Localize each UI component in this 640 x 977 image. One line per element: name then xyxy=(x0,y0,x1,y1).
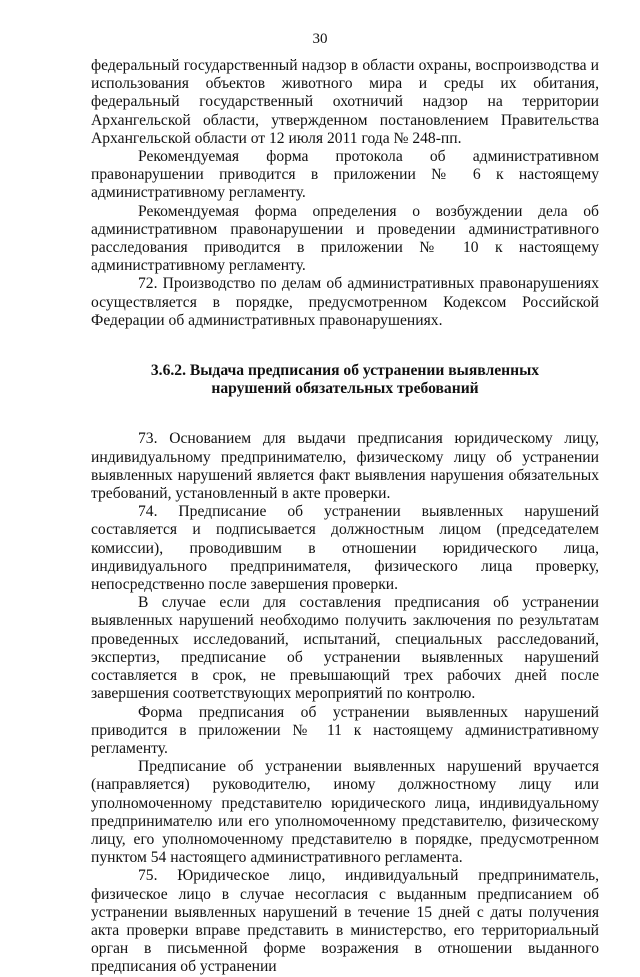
section-heading xyxy=(91,362,599,398)
paragraph-73: 73. Основанием для выдачи предписания юридическому лицу, индивидуальному предпринимателю, физическому лицу об устранении выявленных нарушений является факт выявления нарушения обязательных требований, установленный в акте проверки. xyxy=(91,430,599,503)
paragraph-protocol-form: Рекомендуемая форма протокола об административном правонарушении приводится в приложении № 6 к настоящему административному регламенту. xyxy=(91,148,599,202)
section-heading-line-2: нарушений обязательных требований xyxy=(211,380,479,398)
paragraph-order-form: Форма предписания об устранении выявленных нарушений приводится в приложении № 11 к настоящему административному регламенту. xyxy=(91,703,599,757)
paragraph-74: 74. Предписание об устранении выявленных нарушений составляется и подписывается должностным лицом (председателем комиссии), проводившим в отношении юридического лица, индивидуального предпринимателя, физического лица проверку, непосредственно после завершения проверки. xyxy=(91,503,599,594)
paragraph-order-delivery: Предписание об устранении выявленных нарушений вручается (направляется) руководителю, иному должностному лицу или уполномоченному представителю юридического лица, индивидуальному предпринимателю или его уполномоченному представителю, физическому лицу, его уполномоченному представителю в порядке, предусмотренном пунктом 54 настоящего административного регламента. xyxy=(91,758,599,867)
paragraph-continuation: федеральный государственный надзор в области охраны, воспроизводства и использования объектов животного мира и среды их обитания, федеральный государственный охотничий надзор на территории Архангельской области, утвержденном постановлением Правительства Архангельской области от 12 июля 2011 года № 248-пп. xyxy=(91,57,599,147)
paragraph-expert-conclusions: В случае если для составления предписания об устранении выявленных нарушений необходимо получить заключения по результатам проведенных исследований, испытаний, специальных расследований, экспертиз, предписание об устранении выявленных нарушений составляется в срок, не превышающий трех рабочих дней после завершения соответствующих мероприятий по контролю. xyxy=(91,594,599,703)
page-number: 30 xyxy=(312,31,328,47)
document-body xyxy=(91,57,599,977)
paragraph-75: 75. Юридическое лицо, индивидуальный предприниматель, физическое лицо в случае несогласия с выданным предписанием об устранении выявленных нарушений в течение 15 дней с даты получения акта проверки вправе представить в министерство, его территориальный орган в письменной форме возражения в отношении выданного предписания об устранении xyxy=(91,867,599,976)
paragraph-determination-form: Рекомендуемая форма определения о возбуждении дела об административном правонарушении и проведении административного расследования приводится в приложении № 10 к настоящему административному регламенту. xyxy=(91,202,599,275)
section-heading-line-1: 3.6.2. Выдача предписания об устранении выявленных xyxy=(150,362,540,380)
paragraph-72: 72. Производство по делам об административных правонарушениях осуществляется в порядке, предусмотренном Кодексом Российской Федерации об административных правонарушениях. xyxy=(91,275,599,329)
